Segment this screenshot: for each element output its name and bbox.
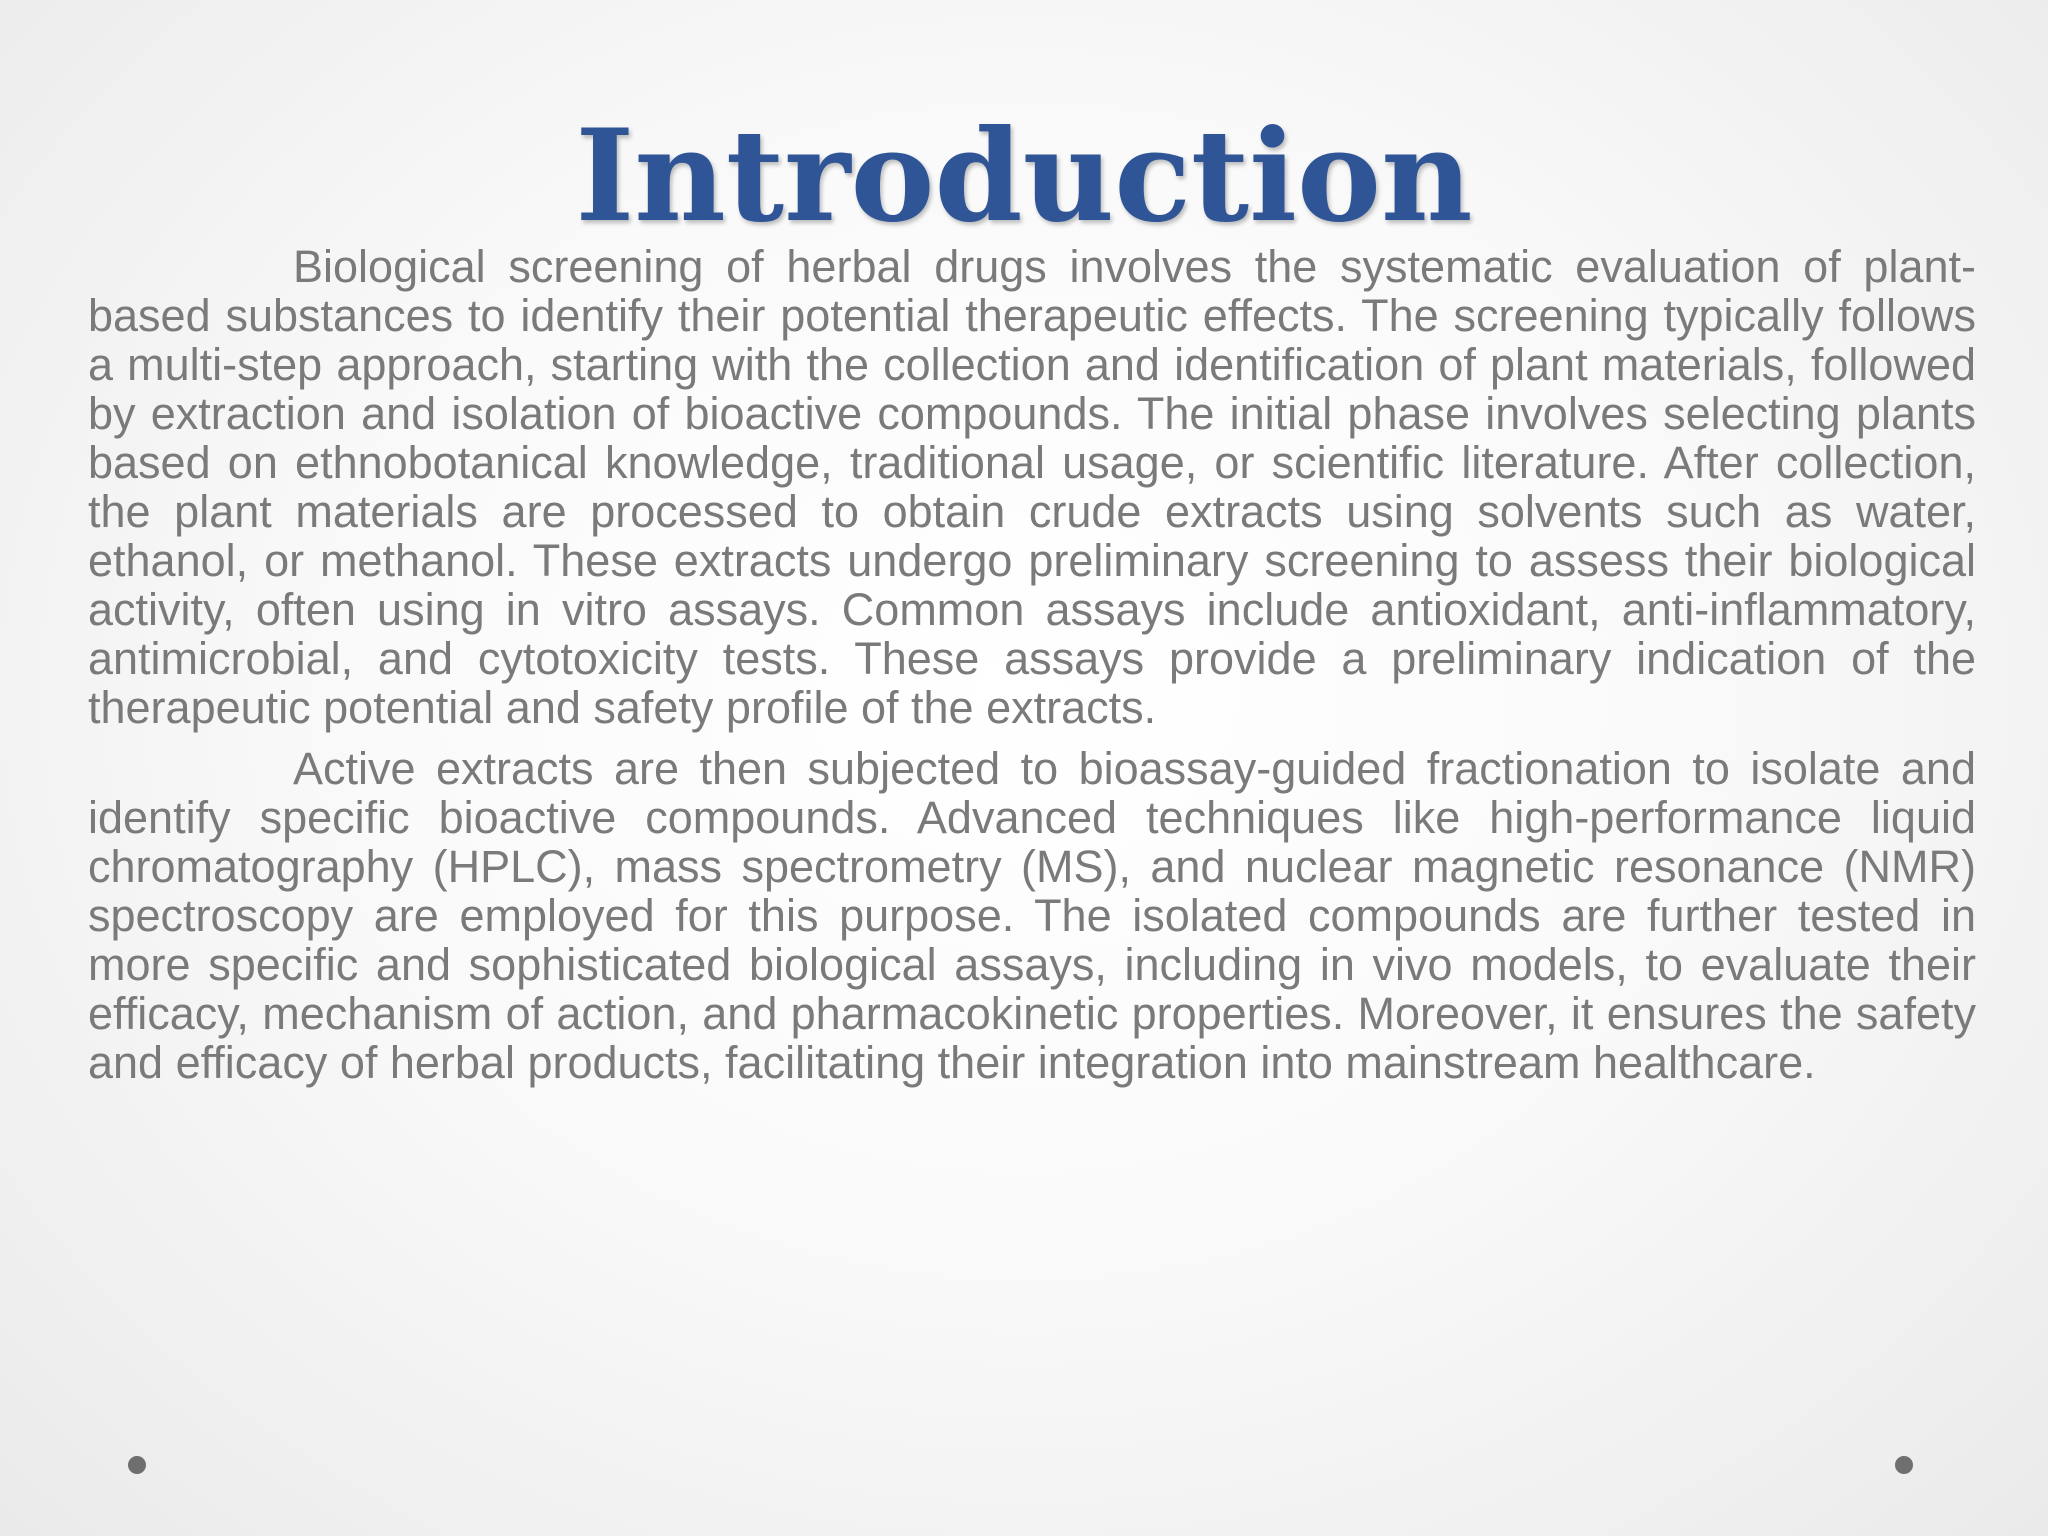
paragraph-1: Biological screening of herbal drugs involves the systematic evaluation of plant-based substances to identify their potential therapeutic effects. The screening typically follows a multi-step approach, starting with the collection and identification of plant materials, followed by extraction and isolation of bioactive compounds. The initial phase involves selecting plants based on ethnobotanical knowledge, traditional usage, or scientific literature. After collection, the plant materials are processed to obtain crude extracts using solvents such as water, ethanol, or methanol. These extracts undergo preliminary screening to assess their biological activity, often using in vitro assays. Common assays include antioxidant, anti-inflammatory, antimicrobial, and cytotoxicity tests. These assays provide a preliminary indication of the therapeutic potential and safety profile of the extracts. (88, 241, 1976, 733)
bottom-left-dot-icon (128, 1456, 146, 1474)
bottom-right-dot-icon (1895, 1456, 1913, 1474)
slide-body (88, 242, 1976, 1087)
paragraph-2: Active extracts are then subjected to bioassay-guided fractionation to isolate and identify specific bioactive compounds. Advanced techniques like high-performance liquid chromatography (HPLC), mass spectrometry (MS), and nuclear magnetic resonance (NMR) spectroscopy are employed for this purpose. The isolated compounds are further tested in more specific and sophisticated biological assays, including in vivo models, to evaluate their efficacy, mechanism of action, and pharmacokinetic properties. Moreover, it ensures the safety and efficacy of herbal products, facilitating their integration into mainstream healthcare. (88, 743, 1976, 1088)
slide-title: Introduction (575, 102, 1473, 250)
